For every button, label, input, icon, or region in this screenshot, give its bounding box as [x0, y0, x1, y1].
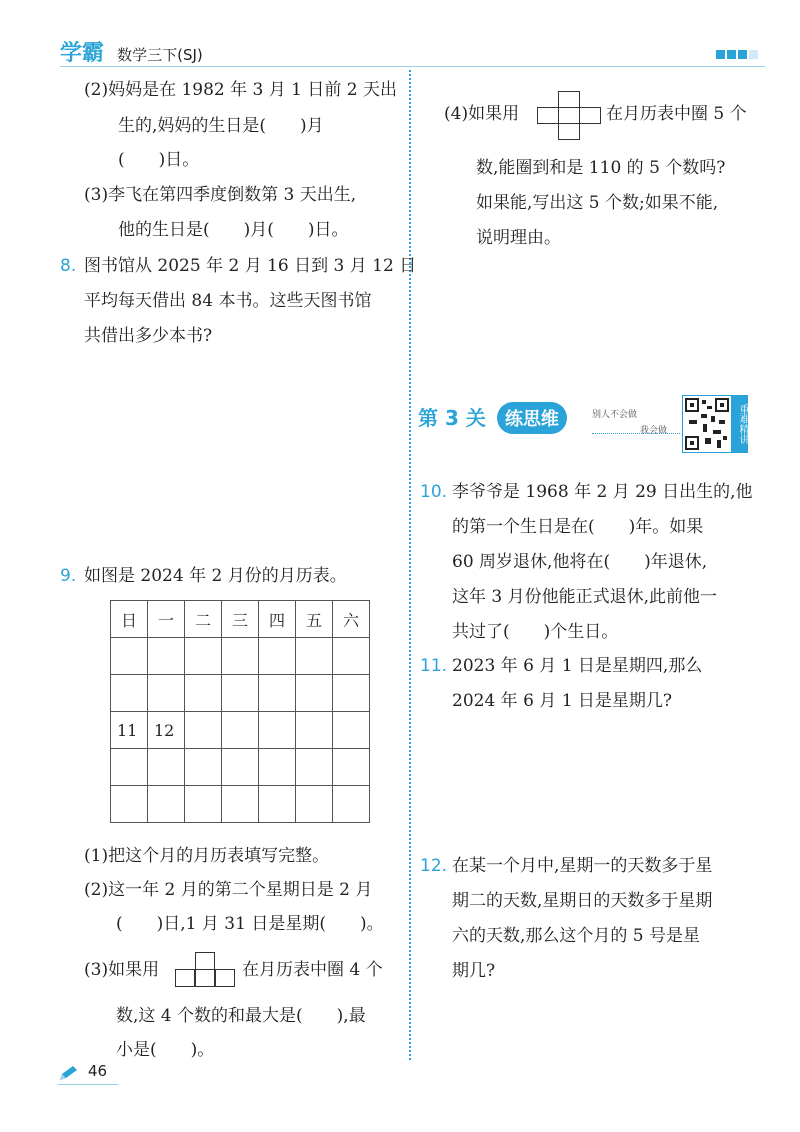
calendar-cell[interactable]: [185, 675, 222, 712]
calendar-cell[interactable]: [222, 786, 259, 823]
calendar-cell[interactable]: [185, 749, 222, 786]
q9-4-line3: 说明理由。: [476, 228, 561, 248]
calendar-header-row: [111, 601, 370, 638]
calendar-cell[interactable]: [333, 786, 370, 823]
header-divider: [60, 66, 765, 67]
q10-line1: 李爷爷是 1968 年 2 月 29 日出生的,他: [452, 482, 753, 502]
calendar-cell[interactable]: [222, 749, 259, 786]
q12-number: 12.: [420, 856, 448, 876]
q9-part3-suffix: 在月历表中圈 4 个: [242, 960, 383, 980]
calendar-table: [110, 600, 370, 823]
calendar-header-cell: 日: [111, 601, 148, 638]
calendar-cell[interactable]: [148, 786, 185, 823]
q9-4-suffix: 在月历表中圈 5 个: [606, 104, 747, 124]
calendar-cell[interactable]: [222, 638, 259, 675]
calendar-cell[interactable]: [259, 638, 296, 675]
q12-line4: 期几?: [452, 961, 496, 981]
calendar-header-cell: 五: [296, 601, 333, 638]
q8-line2: 平均每天借出 84 本书。这些天图书馆: [84, 291, 372, 311]
q9-4-line1: 数,能圈到和是 110 的 5 个数吗?: [476, 158, 726, 178]
calendar-cell[interactable]: [333, 638, 370, 675]
four-square-shape: [175, 952, 235, 988]
calendar-cell[interactable]: [111, 749, 148, 786]
calendar-cell[interactable]: [185, 786, 222, 823]
calendar-cell[interactable]: [111, 638, 148, 675]
q12-line2: 期二的天数,星期日的天数多于星期: [452, 891, 713, 911]
calendar-cell[interactable]: [148, 675, 185, 712]
pencil-icon: [58, 1064, 80, 1082]
cross-shape: [537, 91, 601, 139]
calendar-cell[interactable]: [185, 712, 222, 749]
q10-line5: 共过了( )个生日。: [452, 622, 619, 642]
calendar-header-cell: 四: [259, 601, 296, 638]
page-number: 46: [88, 1062, 108, 1080]
q9-number: 9.: [60, 566, 77, 586]
q10-line3: 60 周岁退休,他将在( )年退休,: [452, 552, 708, 572]
calendar-cell[interactable]: [111, 786, 148, 823]
calendar-cell[interactable]: [259, 786, 296, 823]
q11-line1: 2023 年 6 月 1 日是星期四,那么: [452, 656, 703, 676]
calendar-header-cell: 三: [222, 601, 259, 638]
q9-4-prefix: (4)如果用: [444, 104, 520, 124]
q9-part2-line2: ( )日,1 月 31 日是星期( )。: [116, 914, 384, 934]
calendar-cell: 12: [148, 712, 185, 749]
calendar-row: [111, 712, 370, 749]
calendar-cell[interactable]: [333, 675, 370, 712]
q11-line2: 2024 年 6 月 1 日是星期几?: [452, 691, 673, 711]
q9-part2-line1: (2)这一年 2 月的第二个星期日是 2 月: [84, 880, 373, 900]
section-label: 第 3 关: [418, 406, 486, 430]
calendar-cell[interactable]: [222, 712, 259, 749]
q10-number: 10.: [420, 482, 448, 502]
brand-logo: 学霸: [60, 41, 105, 66]
section-note1: 别人不会做: [592, 410, 638, 420]
calendar-cell[interactable]: [296, 749, 333, 786]
header-decoration: [716, 44, 760, 63]
footer-divider: [58, 1084, 118, 1085]
calendar-cell[interactable]: [222, 675, 259, 712]
calendar-cell[interactable]: [333, 712, 370, 749]
calendar-cell[interactable]: [148, 749, 185, 786]
section-pill: 练思维: [497, 402, 567, 434]
q12-line1: 在某一个月中,星期一的天数多于星: [452, 856, 713, 876]
subject-title: 数学三下(SJ): [117, 46, 203, 64]
q7-2-line2: 生的,妈妈的生日是( )月: [118, 116, 324, 136]
q7-3-line2: 他的生日是( )月( )日。: [118, 220, 349, 240]
calendar-header-cell: 六: [333, 601, 370, 638]
section-underline: [592, 433, 680, 434]
q9-part1: (1)把这个月的月历表填写完整。: [84, 846, 330, 866]
section-badge: [418, 402, 567, 434]
qr-side-label: 重难精讲: [732, 395, 748, 453]
calendar-cell[interactable]: [185, 638, 222, 675]
q9-part3-prefix: (3)如果用: [84, 960, 160, 980]
calendar-header-cell: 二: [185, 601, 222, 638]
calendar-cell: 11: [111, 712, 148, 749]
calendar-row: [111, 675, 370, 712]
calendar-cell[interactable]: [259, 712, 296, 749]
q9-part3-line2: 小是( )。: [116, 1040, 215, 1060]
q7-2-line3: ( )日。: [118, 150, 200, 170]
q10-line2: 的第一个生日是在( )年。如果: [452, 517, 704, 537]
section-note2: 我会做: [640, 426, 668, 436]
calendar-cell[interactable]: [259, 749, 296, 786]
calendar-cell[interactable]: [296, 675, 333, 712]
q9-4-line2: 如果能,写出这 5 个数;如果不能,: [476, 193, 719, 213]
calendar-cell[interactable]: [111, 675, 148, 712]
q8-line3: 共借出多少本书?: [84, 326, 213, 346]
q12-line3: 六的天数,那么这个月的 5 号是星: [452, 926, 701, 946]
q7-2-line1: (2)妈妈是在 1982 年 3 月 1 日前 2 天出: [84, 80, 398, 100]
calendar-cell[interactable]: [333, 749, 370, 786]
column-divider: [409, 70, 411, 1060]
q11-number: 11.: [420, 656, 448, 676]
calendar-cell[interactable]: [296, 786, 333, 823]
q8-number: 8.: [60, 256, 77, 276]
calendar-cell[interactable]: [296, 638, 333, 675]
q9-intro: 如图是 2024 年 2 月份的月历表。: [84, 566, 347, 586]
calendar-header-cell: 一: [148, 601, 185, 638]
calendar-cell[interactable]: [148, 638, 185, 675]
qr-code-icon[interactable]: [682, 395, 732, 453]
calendar-row: [111, 749, 370, 786]
q10-line4: 这年 3 月份他能正式退休,此前他一: [452, 587, 718, 607]
page-header: [60, 36, 203, 67]
calendar-row: [111, 638, 370, 675]
calendar-cell[interactable]: [259, 675, 296, 712]
calendar-row: [111, 786, 370, 823]
q7-3-line1: (3)李飞在第四季度倒数第 3 天出生,: [84, 185, 357, 205]
calendar-cell[interactable]: [296, 712, 333, 749]
q8-line1: 图书馆从 2025 年 2 月 16 日到 3 月 12 日: [84, 256, 417, 276]
q9-part3-line1: 数,这 4 个数的和最大是( ),最: [116, 1006, 366, 1026]
